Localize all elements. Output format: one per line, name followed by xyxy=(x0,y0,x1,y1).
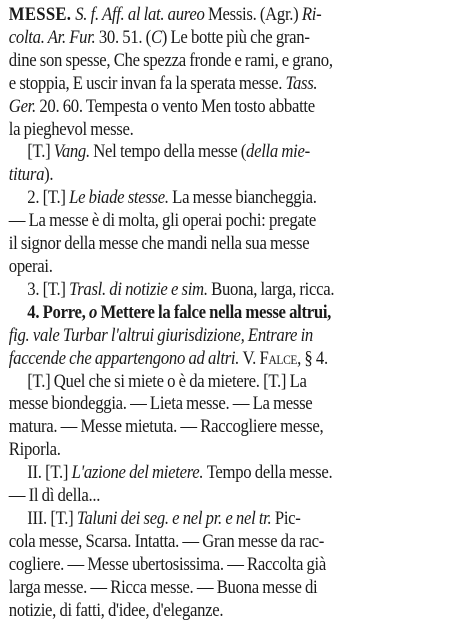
text-segment: 20. 60. Tempesta o vento Men tosto abbatte xyxy=(39,95,315,117)
text-segment: La messe biancheggia. xyxy=(172,187,317,209)
text-segment: Vang. xyxy=(53,141,94,163)
text-segment: 30. 51. ( xyxy=(98,26,151,48)
text-line xyxy=(9,371,465,394)
text-line xyxy=(9,164,465,187)
text-line xyxy=(9,302,465,325)
text-line xyxy=(9,393,465,416)
text-line xyxy=(9,439,465,462)
text-line xyxy=(9,554,465,577)
text-line xyxy=(9,279,465,302)
text-line xyxy=(9,141,465,164)
text-segment: Taluni dei seg. e nel pr. e nel tr. xyxy=(76,507,275,529)
text-segment: III. [T.] xyxy=(27,507,77,529)
text-segment: titura xyxy=(8,164,45,186)
text-segment: — Il dì della... xyxy=(8,485,101,507)
text-segment: C xyxy=(150,26,162,48)
text-segment: 2. [T.] xyxy=(27,187,70,209)
text-segment: [T.] Quel che si miete o è da mietere. [T.] La xyxy=(27,370,307,392)
text-segment: o xyxy=(88,301,101,323)
text-line xyxy=(9,531,465,554)
text-segment: fig. vale Turbar l'altrui giurisdizione, Entrare in xyxy=(8,324,313,346)
text-segment: cola messe, Scarsa. Intatta. — Gran messe da rac- xyxy=(8,530,324,552)
text-segment: Falce xyxy=(259,347,298,369)
text-segment: faccende che appartengono ad altri. xyxy=(8,347,243,369)
text-segment: Ger. xyxy=(8,95,40,117)
text-segment: II. [T.] xyxy=(27,462,72,484)
text-line xyxy=(9,462,465,485)
text-segment: cogliere. — Messe ubertosissima. — Raccolta già xyxy=(8,553,326,575)
text-segment: 4. xyxy=(27,301,43,323)
text-segment: Pic- xyxy=(274,507,301,529)
text-line xyxy=(9,187,465,210)
text-line xyxy=(9,210,465,233)
text-segment: Ri- xyxy=(301,4,322,25)
text-segment: Nel tempo della messe ( xyxy=(93,141,247,163)
text-line xyxy=(9,119,465,142)
text-segment: Porre, xyxy=(42,301,89,323)
text-segment: Mettere la falce nella messe altrui, xyxy=(100,301,332,323)
text-segment: la pieghevol messe. xyxy=(8,118,134,140)
text-line xyxy=(9,27,465,50)
text-line xyxy=(9,348,465,371)
text-segment: L'azione del mietere. xyxy=(71,462,207,484)
text-segment: il signor della messe che mandi nella sua messe xyxy=(8,233,310,255)
text-segment: colta. Ar. Fur. xyxy=(8,26,99,48)
text-segment: matura. — Messe mietuta. — Raccogliere messe, xyxy=(8,416,324,438)
text-segment: Tempo della messe. xyxy=(206,462,333,484)
text-segment: Buona, larga, ricca. xyxy=(211,278,335,300)
text-segment: Le biade stesse. xyxy=(69,187,173,209)
headword: MESSE. xyxy=(8,4,76,25)
text-segment: Messis. (Agr.) xyxy=(207,4,302,25)
text-line xyxy=(9,577,465,600)
text-segment: V. xyxy=(242,347,260,369)
text-segment: — La messe è di molta, gli operai pochi: pregate xyxy=(8,210,317,232)
text-segment: operai. xyxy=(8,255,53,277)
text-line xyxy=(9,50,465,73)
text-segment: Riporla. xyxy=(8,439,61,461)
text-line xyxy=(9,416,465,439)
text-line xyxy=(9,508,465,531)
text-segment: ) Le botte più che gran- xyxy=(161,26,310,48)
text-line xyxy=(9,96,465,119)
text-line xyxy=(9,256,465,279)
text-segment: messe biondeggia. — Lieta messe. — La messe xyxy=(8,393,313,415)
text-segment: , § 4. xyxy=(297,347,328,369)
text-segment: larga messe. — Ricca messe. — Buona messe di xyxy=(8,576,318,598)
text-segment: dine son spesse, Che spezza fronde e rami, e grano, xyxy=(8,49,333,71)
text-segment: Trasl. di notizie e sim. xyxy=(69,278,212,300)
text-segment: della mie- xyxy=(246,141,310,163)
text-line xyxy=(9,4,465,27)
text-segment: Tass. xyxy=(285,72,318,94)
text-segment: [T.] xyxy=(27,141,54,163)
text-line xyxy=(9,233,465,256)
text-segment: 3. [T.] xyxy=(27,278,70,300)
text-line xyxy=(9,485,465,508)
text-segment: ). xyxy=(44,164,54,186)
text-segment: notizie, di fatti, d'idee, d'eleganze. xyxy=(8,599,224,621)
text-line xyxy=(9,73,465,96)
entry-body xyxy=(9,4,465,622)
text-line xyxy=(9,600,465,622)
text-line xyxy=(9,325,465,348)
text-segment: S. f. Aff. al lat. aureo xyxy=(75,4,208,25)
text-segment: e stoppia, E uscir invan fa la sperata messe. xyxy=(8,72,286,94)
